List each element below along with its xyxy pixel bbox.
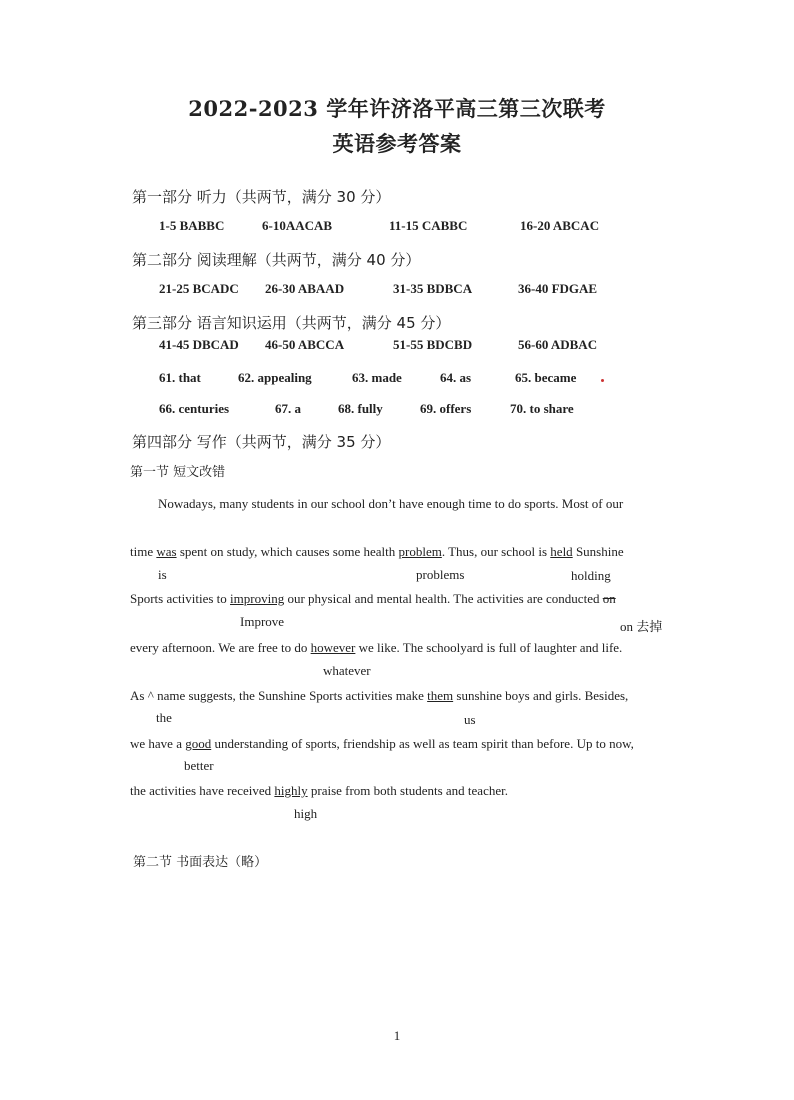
part3-heading: 第三部分 语言知识运用（共两节，满分 45 分） [132, 314, 451, 332]
correction: the [156, 710, 172, 725]
error-word: was [156, 544, 177, 559]
fill-answer: 68. fully [338, 401, 383, 416]
fill-answer: 70. to share [510, 401, 574, 416]
error-word: on [602, 591, 616, 606]
correction: on 去掉 [620, 619, 663, 634]
correction: holding [571, 568, 611, 583]
part3-answers [0, 337, 794, 357]
error-word: improving [230, 591, 285, 606]
fill-answer: 62. appealing [238, 370, 312, 385]
correction: high [294, 806, 318, 821]
fill-answer: 64. as [440, 370, 472, 385]
answer-group: 36-40 FDGAE [518, 281, 598, 296]
correction: is [158, 567, 167, 582]
section2-title: 第二节 书面表达（略） [133, 855, 268, 870]
error-word: problem [398, 544, 442, 559]
error-word: however [310, 640, 356, 655]
section1-title: 第一节 短文改错 [130, 465, 226, 480]
correction: better [184, 758, 214, 773]
fill-answer: 65. became [515, 370, 577, 385]
answer-group: 26-30 ABAAD [265, 281, 345, 296]
error-word: them [427, 688, 454, 703]
error-word: highly [274, 783, 308, 798]
answer-group: 31-35 BDBCA [393, 281, 473, 296]
error-word: good [185, 736, 212, 751]
answer-group: 56-60 ADBAC [518, 337, 598, 352]
fill-answer: 69. offers [420, 401, 472, 416]
essay-text: every afternoon. We are free to do however we like. The schoolyard is full of laughter and life. [130, 640, 623, 655]
ink-dot [601, 379, 604, 382]
insert-caret: ^ [147, 688, 154, 703]
document-title: 2022-2023 学年许济洛平高三第三次联考 [188, 96, 606, 121]
answer-group: 16-20 ABCAC [520, 218, 600, 233]
answer-group: 1-5 BABBC [159, 218, 225, 233]
page-number: 1 [393, 1028, 401, 1043]
essay-text: time was spent on study, which causes some health problem. Thus, our school is held Sunshine [130, 544, 624, 559]
part4-heading: 第四部分 写作（共两节，满分 35 分） [132, 433, 391, 451]
essay-text: we have a good understanding of sports, friendship as well as team spirit than before. Up to now, [130, 736, 634, 751]
essay-text: Sports activities to improving our physical and mental health. The activities are conducted on [130, 591, 616, 606]
part1-answers [0, 218, 794, 238]
fill-answer: 66. centuries [159, 401, 230, 416]
error-word: held [550, 544, 573, 559]
document-subtitle: 英语参考答案 [332, 131, 462, 156]
fill-answer: 61. that [159, 370, 201, 385]
part2-heading: 第二部分 阅读理解（共两节，满分 40 分） [132, 251, 421, 269]
part1-heading: 第一部分 听力（共两节，满分 30 分） [132, 188, 391, 206]
correction: Improve [240, 614, 285, 629]
correction: whatever [323, 663, 371, 678]
part3-fill-row1 [0, 370, 794, 390]
essay-text: Nowadays, many students in our school don’t have enough time to do sports. Most of our [158, 496, 624, 511]
answer-group: 21-25 BCADC [159, 281, 239, 296]
answer-group: 46-50 ABCCA [265, 337, 345, 352]
answer-group: 11-15 CABBC [389, 218, 468, 233]
fill-answer: 67. a [275, 401, 301, 416]
answer-group: 6-10AACAB [262, 218, 333, 233]
part2-answers [0, 281, 794, 301]
correction: problems [416, 567, 465, 582]
answer-group: 41-45 DBCAD [159, 337, 239, 352]
essay-text: the activities have received highly praise from both students and teacher. [130, 783, 508, 798]
correction: us [464, 712, 476, 727]
part3-fill-row2 [0, 401, 794, 421]
answer-group: 51-55 BDCBD [393, 337, 473, 352]
fill-answer: 63. made [352, 370, 402, 385]
essay-text: As ^ name suggests, the Sunshine Sports activities make them sunshine boys and girls. Besides, [130, 688, 629, 703]
